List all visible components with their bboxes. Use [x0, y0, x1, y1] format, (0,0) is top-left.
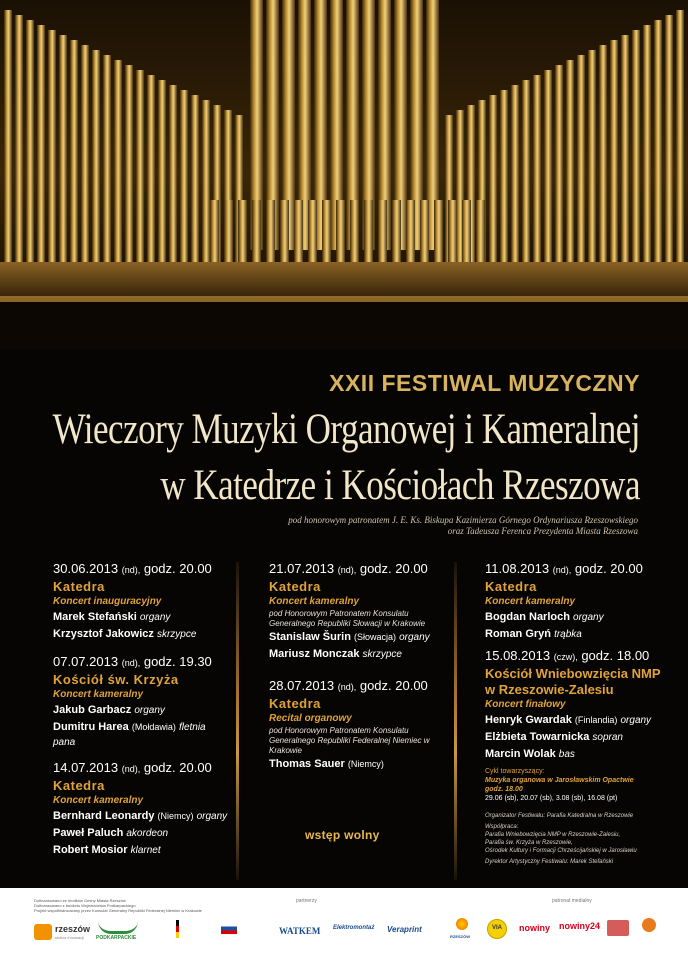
- concert-date: 21.07.2013 (nd), godz. 20.00: [269, 561, 428, 576]
- organ-pipe: [81, 45, 89, 262]
- concert-column-2: [269, 560, 459, 783]
- rzeszow-logo-icon: [34, 924, 52, 940]
- concert-type: Koncert kameralny: [269, 596, 360, 607]
- festival-edition: XXII FESTIWAL MUZYCZNY: [329, 370, 640, 396]
- organ-pipe: [322, 200, 331, 262]
- cooperation-partner: Parafia św. Krzyża w Rzeszowie,: [485, 840, 573, 846]
- organ-pipe: [224, 200, 233, 262]
- performer: Marcin Wolak bas: [485, 748, 575, 760]
- concert-venue-cont: w Rzeszowie-Zalesiu: [485, 682, 614, 697]
- concert-venue: Katedra: [269, 696, 321, 711]
- organ-pipe: [588, 50, 596, 262]
- sponsors-footer: [0, 888, 688, 960]
- organ-pipe: [489, 95, 497, 262]
- organ-pipe: [533, 75, 541, 262]
- organ-pipe: [555, 65, 563, 262]
- organ-pipe: [238, 200, 247, 262]
- organ-pipe: [476, 200, 485, 262]
- nowiny-logo: nowiny: [519, 923, 550, 933]
- organ-pipe: [378, 200, 387, 262]
- concert-date: 07.07.2013 (nd), godz. 19.30: [53, 654, 212, 669]
- organ-pipe: [434, 200, 443, 262]
- concert-venue: Katedra: [269, 579, 321, 594]
- cycle-time: godz. 18.00: [485, 786, 523, 793]
- patronage-note: pod Honorowym Patronatem Konsulatu Generalnego Republiki Słowacji w Krakowie: [269, 609, 426, 628]
- organ-pipes-image: [0, 0, 688, 350]
- organ-pipe: [103, 55, 111, 262]
- concert-venue: Kościół Wniebowzięcia NMP: [485, 666, 661, 681]
- concert-entry: [269, 677, 459, 773]
- organ-pipe: [59, 35, 67, 262]
- organ-pipe: [15, 15, 23, 262]
- concert-entry: [485, 647, 665, 763]
- patronage-line1: pod honorowym patronatem J. E. Ks. Biskupa Kazimierza Górnego Ordynariusza Rzeszowskiego: [288, 515, 638, 525]
- organ-pipe: [147, 75, 155, 262]
- nowiny24-logo: nowiny24: [559, 921, 601, 931]
- nasz-rzeszow-logo: RZESZÓW: [450, 934, 470, 939]
- concert-date: 15.08.2013 (czw), godz. 18.00: [485, 648, 650, 663]
- concert-column-1: [53, 560, 233, 869]
- organ-pipe: [420, 200, 429, 262]
- veraprint-logo: Veraprint: [387, 925, 422, 934]
- cooperation-label: Współpraca:: [485, 824, 519, 830]
- concert-date: 28.07.2013 (nd), godz. 20.00: [269, 678, 428, 693]
- funding-note: Projekt współfinansowany przez Konsulat Generalny Republiki Federalnej Niemiec w Krakowie: [34, 908, 202, 913]
- performer: Thomas Sauer (Niemcy): [269, 758, 384, 770]
- organ-pipe: [210, 200, 219, 262]
- organ-pipe: [462, 200, 471, 262]
- concert-type: Recital organowy: [269, 713, 352, 724]
- artistic-director: Dyrektor Artystyczny Festiwalu: Marek Stefański: [485, 859, 614, 865]
- organ-pipe: [350, 200, 359, 262]
- cooperation-partner: Ośrodek Kultury i Formacji Chrześcijańskiej w Jarosławiu: [485, 848, 637, 854]
- concert-column-3: [485, 560, 665, 803]
- organ-pipe: [125, 65, 133, 262]
- organ-pipe: [610, 40, 618, 262]
- performer: Elżbieta Towarnicka sopran: [485, 731, 623, 743]
- funding-note: Dofinansowano z budżetu Województwa Podkarpackiego: [34, 903, 136, 908]
- festival-title-line1: Wieczory Muzyki Organowej i Kameralnej: [52, 404, 640, 453]
- free-entry-label: wstęp wolny: [305, 828, 380, 842]
- performer: Bernhard Leonardy (Niemcy) organy: [53, 810, 228, 822]
- companion-cycle: [485, 767, 665, 803]
- concert-entry: [53, 759, 233, 859]
- organ-pipe: [308, 200, 317, 262]
- organ-pipe: [448, 200, 457, 262]
- organ-pipe: [280, 200, 289, 262]
- partners-label: partnerzy: [296, 898, 317, 904]
- organ-pipe: [136, 70, 144, 262]
- concert-type: Koncert inauguracyjny: [53, 596, 162, 607]
- organ-pipe: [544, 70, 552, 262]
- organ-pipe: [191, 95, 199, 262]
- performer: Krzysztof Jakowicz skrzypce: [53, 628, 197, 640]
- organ-pipe: [4, 10, 12, 262]
- concert-venue: Katedra: [53, 579, 105, 594]
- performer: Stanislaw Šurin (Słowacja) organy: [269, 631, 430, 643]
- watkem-logo: WATKEM: [279, 926, 321, 936]
- performer: Marek Stefański organy: [53, 611, 171, 623]
- organizer-info: [485, 812, 675, 866]
- performer: Mariusz Monczak skrzypce: [269, 648, 402, 660]
- organ-pipe: [252, 200, 261, 262]
- concert-type: Koncert kameralny: [53, 795, 144, 806]
- organ-pipe: [621, 35, 629, 262]
- organ-pipe: [665, 15, 673, 262]
- media-patrons-label: patronat medialny: [552, 898, 592, 904]
- organ-pipe: [114, 60, 122, 262]
- organ-pipe: [158, 80, 166, 262]
- organ-pipe: [294, 200, 303, 262]
- performer: Dumitru Harea (Mołdawia) fletnia: [53, 721, 206, 733]
- organ-pipe: [522, 80, 530, 262]
- concert-entry: [53, 653, 233, 749]
- organ-pipe: [26, 20, 34, 262]
- cycle-name: Muzyka organowa w Jarosławskim Opactwie: [485, 777, 634, 784]
- concert-venue: Katedra: [53, 778, 105, 793]
- organ-pipe: [169, 85, 177, 262]
- cycle-dates: 29.06 (sb), 20.07 (sb), 3.08 (sb), 16.08 (pt): [485, 795, 618, 802]
- performer: Robert Mosior klarnet: [53, 844, 161, 856]
- organ-pipe: [336, 200, 345, 262]
- concert-type: Koncert finałowy: [485, 699, 566, 710]
- concert-entry: [53, 560, 233, 643]
- media-logo-icon: [642, 918, 656, 932]
- organ-pipe: [599, 45, 607, 262]
- podkarpackie-logo-icon: [98, 921, 138, 934]
- organ-pipe: [511, 85, 519, 262]
- performer: Bogdan Narloch organy: [485, 611, 604, 623]
- concert-type: Koncert kameralny: [485, 596, 576, 607]
- patronage-note: pod Honorowym Patronatem Konsulatu Generalnego Republiki Federalnej Niemiec w Krakowie: [269, 726, 430, 755]
- organ-pipe: [202, 100, 210, 262]
- germany-flag-icon: [176, 920, 179, 938]
- column-divider: [236, 562, 239, 880]
- organ-pipe: [654, 20, 662, 262]
- rzeszow-logo-sub: stolica innowacji: [55, 935, 84, 940]
- funding-note: Dofinansowano ze środków Gminy Miasta Rzeszów: [34, 898, 126, 903]
- cooperation-partner: Parafia Wniebowzięcia NMP w Rzeszowie-Zalesiu,: [485, 832, 621, 838]
- via-logo: VIA: [492, 925, 503, 931]
- performer: Roman Gryń trąbka: [485, 628, 582, 640]
- organ-pipe: [392, 200, 401, 262]
- nasz-rzeszow-icon: [456, 918, 468, 930]
- organ-pipe: [632, 30, 640, 262]
- performer: Henryk Gwardak (Finlandia) organy: [485, 714, 652, 726]
- organizer: Organizator Festiwalu: Parafia Katedralna w Rzeszowie: [485, 813, 634, 819]
- concert-date: 11.08.2013 (nd), godz. 20.00: [485, 561, 643, 576]
- patronage-line2: oraz Tadeusza Ferenca Prezydenta Miasta Rzeszowa: [447, 526, 638, 536]
- festival-title-line2: w Katedrze i Kościołach Rzeszowa: [160, 460, 640, 509]
- organ-pipe: [406, 200, 415, 262]
- concert-entry: [269, 560, 459, 663]
- concert-type: Koncert kameralny: [53, 689, 144, 700]
- concert-venue: Katedra: [485, 579, 537, 594]
- organ-pipe: [643, 25, 651, 262]
- performer: Jakub Garbacz organy: [53, 704, 165, 716]
- slovakia-flag-icon: [221, 923, 237, 934]
- organ-pipe: [577, 55, 585, 262]
- organ-pipe: [676, 10, 684, 262]
- rzeszow-logo: rzeszów: [55, 924, 91, 934]
- radio-logo-icon: [607, 920, 629, 936]
- organ-pipe: [364, 200, 373, 262]
- organ-pipe: [266, 200, 275, 262]
- concert-entry: [485, 560, 665, 643]
- elektromontaz-logo: Elektromontaż: [333, 925, 375, 931]
- podkarpackie-logo: PODKARPACKIE: [96, 935, 137, 941]
- organ-pipe: [566, 60, 574, 262]
- cycle-title: Cykl towarzyszący:: [485, 768, 545, 775]
- concert-date: 14.07.2013 (nd), godz. 20.00: [53, 760, 212, 775]
- organ-pipe: [180, 90, 188, 262]
- concert-date: 30.06.2013 (nd), godz. 20.00: [53, 561, 212, 576]
- concert-venue: Kościół św. Krzyża: [53, 672, 179, 687]
- organ-pipe: [37, 25, 45, 262]
- organ-pipe: [92, 50, 100, 262]
- performer: Paweł Paluch akordeon: [53, 827, 169, 839]
- organ-pipe: [48, 30, 56, 262]
- organ-pipe: [70, 40, 78, 262]
- organ-pipe: [500, 90, 508, 262]
- performer-instrument-cont: pana: [53, 737, 76, 748]
